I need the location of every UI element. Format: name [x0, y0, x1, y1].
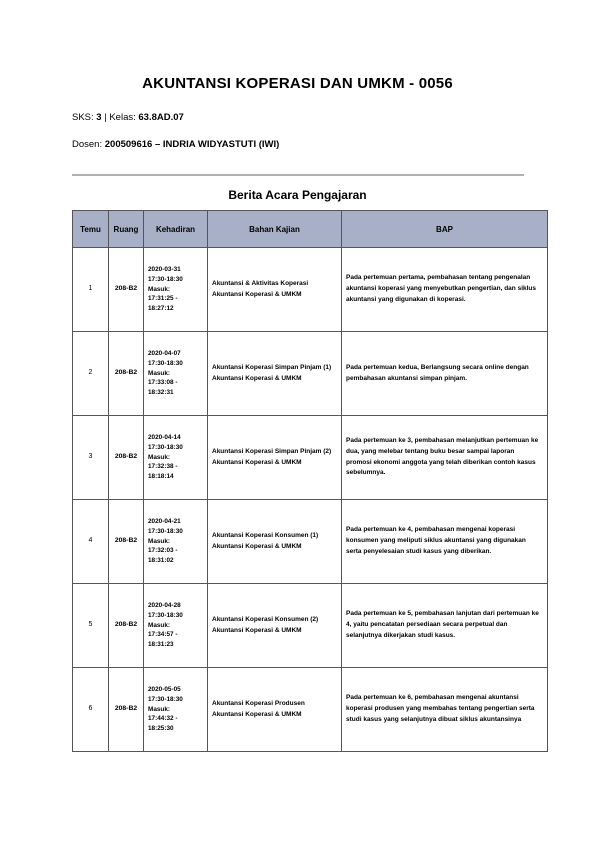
cell-temu: 3 [73, 416, 109, 500]
cell-temu: 5 [73, 584, 109, 668]
cell-temu: 4 [73, 500, 109, 584]
cell-kehadiran [144, 668, 208, 752]
table-body [73, 248, 548, 752]
cell-bahan-kajian [208, 248, 342, 332]
kelas-label: Kelas: [109, 112, 136, 123]
cell-bap: Pada pertemuan ke 5, pembahasan lanjutan dari pertemuan ke 4, yaitu pencatatan persediaan secara perpetual dan selanjutnya dikerjakan studi kasus. [342, 584, 548, 668]
kehadiran-line: 2020-04-07 [148, 350, 181, 358]
cell-bahan-kajian [208, 332, 342, 416]
table-row [73, 416, 548, 500]
kehadiran-line: 17:44:32 - [148, 715, 178, 723]
bahan-line: Akuntansi Koperasi Konsumen (2) [212, 616, 319, 624]
table-row [73, 248, 548, 332]
cell-bap: Pada pertemuan kedua, Berlangsung secara online dengan pembahasan akuntansi simpan pinjam. [342, 332, 548, 416]
kehadiran-line: 2020-04-14 [148, 434, 181, 442]
cell-kehadiran [144, 584, 208, 668]
bahan-line: Akuntansi Koperasi Produsen [212, 700, 305, 708]
cell-ruang: 208-B2 [109, 332, 144, 416]
separator: | [104, 112, 110, 123]
kehadiran-line: 2020-04-28 [148, 602, 181, 610]
kehadiran-line: Masuk: [148, 285, 171, 293]
kehadiran-line: 17:30-18:30 [148, 276, 183, 284]
cell-kehadiran [144, 332, 208, 416]
kehadiran-line: 2020-04-21 [148, 518, 181, 526]
header-temu: Temu [73, 211, 109, 248]
table-row [73, 668, 548, 752]
kehadiran-line: 18:18:14 [148, 472, 174, 480]
cell-ruang: 208-B2 [109, 584, 144, 668]
kehadiran-line: 2020-05-05 [148, 686, 181, 694]
cell-kehadiran [144, 248, 208, 332]
kehadiran-line: 17:30-18:30 [148, 528, 183, 536]
cell-temu: 6 [73, 668, 109, 752]
kehadiran-line: 18:27:12 [148, 304, 174, 312]
lecturer-meta [72, 139, 279, 150]
bahan-line: Akuntansi Koperasi & UMKM [212, 374, 302, 382]
bahan-line: Akuntansi Koperasi & UMKM [212, 290, 302, 298]
bahan-line: Akuntansi Koperasi Simpan Pinjam (2) [212, 448, 332, 456]
kehadiran-line: 17:30-18:30 [148, 612, 183, 620]
bahan-line: Akuntansi Koperasi & UMKM [212, 626, 302, 634]
table-row [73, 500, 548, 584]
kehadiran-line: Masuk: [148, 369, 171, 377]
cell-temu: 1 [73, 248, 109, 332]
cell-bap: Pada pertemuan ke 4, pembahasan mengenai koperasi konsumen yang meliputi siklus akuntansi yang digunakan serta penyelesaian studi kasus yang diberikan. [342, 500, 548, 584]
kehadiran-line: Masuk: [148, 453, 171, 461]
table-header-row [73, 211, 548, 248]
bahan-line: Akuntansi Koperasi & UMKM [212, 710, 302, 718]
kehadiran-line: 17:30-18:30 [148, 444, 183, 452]
kehadiran-line: 17:33:08 - [148, 379, 178, 387]
bahan-line: Akuntansi Koperasi & UMKM [212, 458, 302, 466]
cell-ruang: 208-B2 [109, 416, 144, 500]
kehadiran-line: 17:31:25 - [148, 295, 178, 303]
cell-kehadiran [144, 500, 208, 584]
kehadiran-line: Masuk: [148, 537, 171, 545]
dosen-label: Dosen: [72, 139, 103, 150]
bap-table [72, 210, 548, 752]
cell-kehadiran [144, 416, 208, 500]
cell-bap: Pada pertemuan ke 3, pembahasan melanjutkan pertemuan ke dua, yang melebar tentang buku besar sampai laporan promosi ekonomi anggota yang telah diberikan contoh kasus sebelumnya. [342, 416, 548, 500]
divider [72, 174, 524, 176]
section-title: Berita Acara Pengajaran [228, 188, 367, 202]
table-row [73, 584, 548, 668]
kehadiran-line: 17:34:57 - [148, 631, 178, 639]
course-meta [72, 112, 184, 123]
page-title: AKUNTANSI KOPERASI DAN UMKM - 0056 [142, 75, 453, 92]
cell-ruang: 208-B2 [109, 668, 144, 752]
kelas-value: 63.8AD.07 [138, 112, 184, 123]
cell-bahan-kajian [208, 584, 342, 668]
header-kehadiran: Kehadiran [144, 211, 208, 248]
kehadiran-line: 2020-03-31 [148, 266, 181, 274]
table-row [73, 332, 548, 416]
cell-bap: Pada pertemuan ke 6, pembahasan mengenai akuntansi koperasi produsen yang membahas tentang pengertian serta studi kasus yang selanjutnya dibuat siklus akuntansinya [342, 668, 548, 752]
cell-ruang: 208-B2 [109, 248, 144, 332]
header-bahan-kajian: Bahan Kajian [208, 211, 342, 248]
kehadiran-line: 17:32:03 - [148, 547, 178, 555]
cell-bahan-kajian [208, 500, 342, 584]
kehadiran-line: Masuk: [148, 621, 171, 629]
cell-bap: Pada pertemuan pertama, pembahasan tentang pengenalan akuntansi koperasi yang menyebutkan pengertian, dan siklus akuntansi yang digunakan di koperasi. [342, 248, 548, 332]
kehadiran-line: 17:30-18:30 [148, 696, 183, 704]
kehadiran-line: 17:32:38 - [148, 463, 178, 471]
cell-bahan-kajian [208, 416, 342, 500]
header-bap: BAP [342, 211, 548, 248]
kehadiran-line: 17:30-18:30 [148, 360, 183, 368]
header-ruang: Ruang [109, 211, 144, 248]
cell-bahan-kajian [208, 668, 342, 752]
cell-ruang: 208-B2 [109, 500, 144, 584]
kehadiran-line: 18:25:30 [148, 724, 174, 732]
sks-label: SKS: [72, 112, 94, 123]
cell-temu: 2 [73, 332, 109, 416]
kehadiran-line: 18:31:02 [148, 556, 174, 564]
bahan-line: Akuntansi & Aktivitas Koperasi [212, 280, 309, 288]
bahan-line: Akuntansi Koperasi Konsumen (1) [212, 532, 319, 540]
kehadiran-line: Masuk: [148, 705, 171, 713]
kehadiran-line: 18:31:23 [148, 640, 174, 648]
kehadiran-line: 18:32:31 [148, 388, 174, 396]
dosen-value: 200509616 – INDRIA WIDYASTUTI (IWI) [104, 139, 280, 150]
bahan-line: Akuntansi Koperasi & UMKM [212, 542, 302, 550]
sks-value: 3 [96, 112, 102, 123]
bahan-line: Akuntansi Koperasi Simpan Pinjam (1) [212, 364, 332, 372]
